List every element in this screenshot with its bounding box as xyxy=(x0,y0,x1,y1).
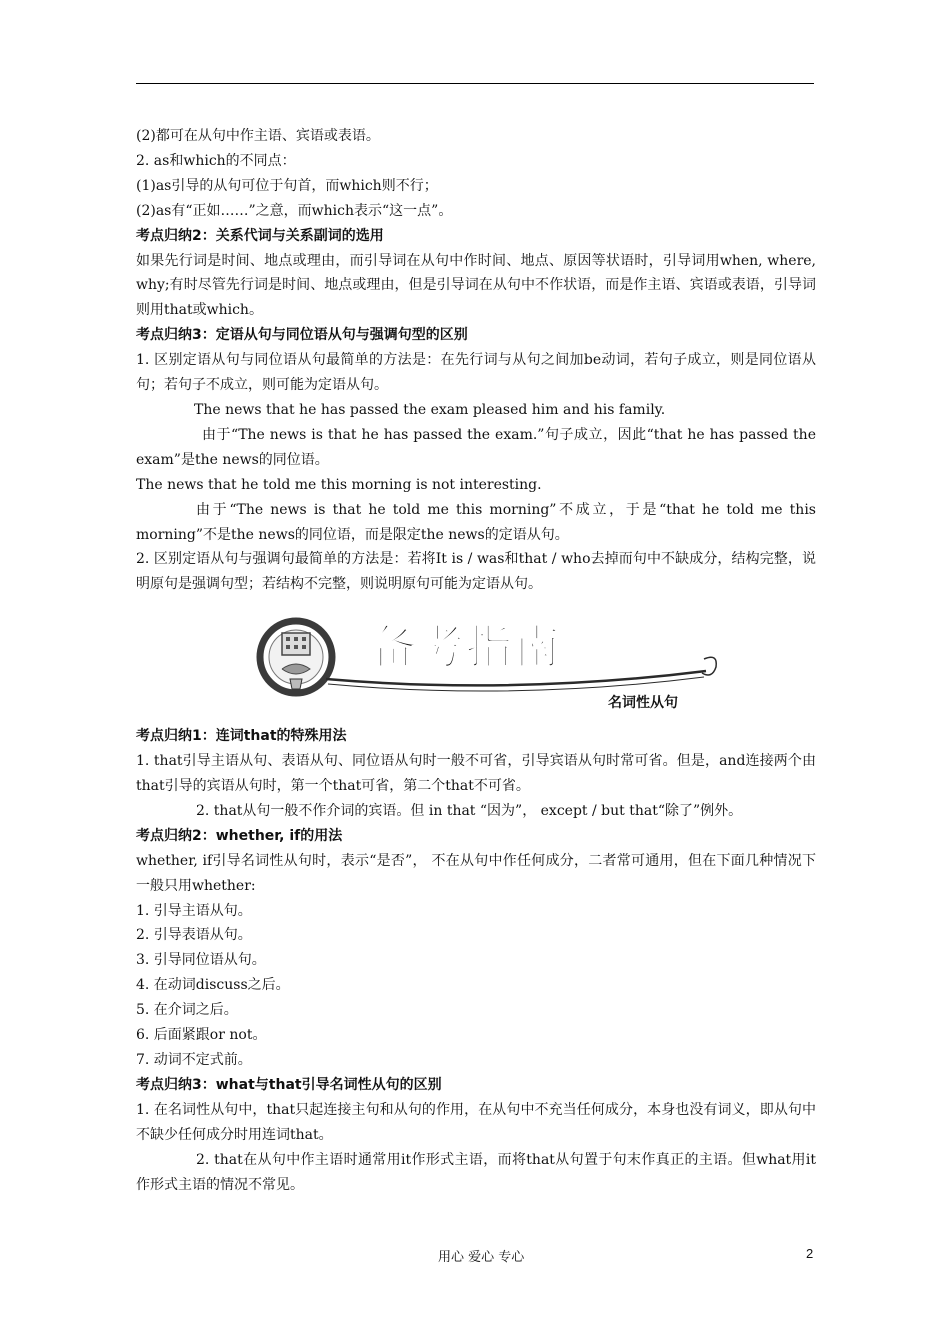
paragraph: 如果先行词是时间、地点或理由，而引导词在从句中作时间、地点、原因等状语时，引导词用when, where, why;有时尽管先行词是时间、地点或理由，但是引导词在从句中不作状语，而是作主语、宾语或表语，引导词则用that或which。 xyxy=(136,252,816,319)
paragraph: whether, if引导名词性从句时，表示“是否”， 不在从句中作任何成分，二者常可通用，但在下面几种情况下一般只用whether: xyxy=(136,852,816,894)
paragraph: 2. that从句一般不作介词的宾语。但 in that “因为”， except / but that“除了”例外。 xyxy=(196,802,743,819)
list-item: 6. 后面紧跟or not。 xyxy=(136,1027,267,1044)
example-note: 由于“The news is that he told me this morning”不成立，于是“that he told me this morning”不是the news的同位语，而是限定the news的定语从句。 xyxy=(136,501,816,543)
section-heading: 考点归纳2：whether, if的用法 xyxy=(136,827,343,844)
section-heading: 考点归纳3：what与that引导名词性从句的区别 xyxy=(136,1076,442,1093)
text-line: 2. as和which的不同点： xyxy=(136,152,296,169)
paragraph: 1. that引导主语从句、表语从句、同位语从句时一般不可省，引导宾语从句时常可省。但是，and连接两个由that引导的宾语从句时，第一个that可省，第二个that不可省。 xyxy=(136,753,816,795)
paragraph: 1. 在名词性从句中，that只起连接主句和从句的作用，在从句中不充当任何成分，本身也没有词义，即从句中不缺少任何成分时用连词that。 xyxy=(136,1101,816,1143)
paragraph: 1. 区别定语从句与同位语从句最简单的方法是：在先行词与从句之间加be动词，若句子成立，则是同位语从句；若句子不成立，则可能为定语从句。 xyxy=(136,352,816,394)
building-icon xyxy=(282,633,310,655)
page-number: 2 xyxy=(806,1246,814,1261)
document-body xyxy=(136,124,816,1197)
list-item: 4. 在动词discuss之后。 xyxy=(136,977,290,994)
paragraph: 2. that在从句中作主语时通常用it作形式主语，而将that从句置于句末作真正的主语。但what用it作形式主语的情况不常见。 xyxy=(136,1151,816,1193)
section-heading: 考点归纳1：连词that的特殊用法 xyxy=(136,728,347,745)
banner-title: 备考指南 xyxy=(370,620,562,675)
footer-slogan: 用心 爱心 专心 xyxy=(438,1250,525,1265)
text-line: (2)as有“正如……”之意，而which表示“这一点”。 xyxy=(136,202,453,219)
example-sentence: The news that he told me this morning is not interesting. xyxy=(136,476,542,493)
paragraph: 2. 区别定语从句与强调句最简单的方法是：若将It is / was和that / who去掉而句中不缺成分，结构完整，说明原句是强调句型；若结构不完整，则说明原句可能为定语从句。 xyxy=(136,551,816,593)
banner-subtitle: 名词性从句 xyxy=(608,695,678,712)
section-heading: 考点归纳2：关系代词与关系副词的选用 xyxy=(136,227,384,244)
text-line: (2)都可在从句中作主语、宾语或表语。 xyxy=(136,128,380,144)
text-line: (1)as引导的从句可位于句首，而which则不行； xyxy=(136,177,438,194)
list-item: 1. 引导主语从句。 xyxy=(136,902,252,919)
example-sentence: The news that he has passed the exam pleased him and his family. xyxy=(194,401,666,418)
section-banner xyxy=(136,599,816,724)
bulb-icon xyxy=(290,679,302,689)
section-heading: 考点归纳3：定语从句与同位语从句与强调句型的区别 xyxy=(136,327,468,344)
example-note: 由于“The news is that he has passed the exam.”句子成立，因此“that he has passed the exam”是the news的同位语。 xyxy=(136,426,816,468)
list-item: 3. 引导同位语从句。 xyxy=(136,952,266,969)
header-rule xyxy=(136,83,814,84)
list-item: 5. 在介词之后。 xyxy=(136,1002,238,1019)
list-item: 7. 动词不定式前。 xyxy=(136,1052,252,1068)
list-item: 2. 引导表语从句。 xyxy=(136,927,252,944)
